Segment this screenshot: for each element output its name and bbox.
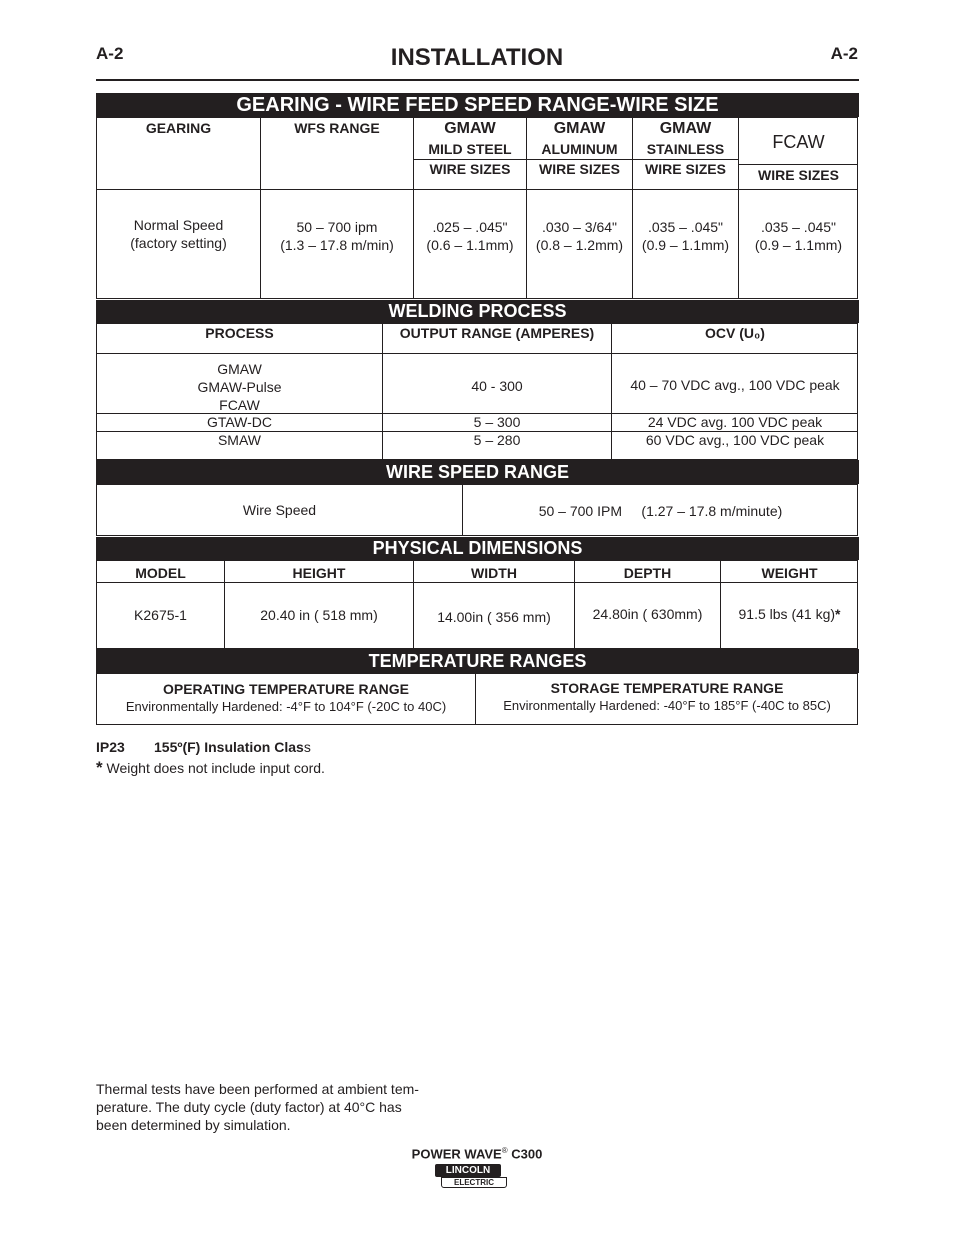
page-title: INSTALLATION [390, 44, 564, 71]
process-header: PROCESS [205, 325, 274, 341]
storage-temperature [475, 674, 858, 725]
col-fcaw-header-cell [738, 118, 858, 189]
model-header: MODEL [135, 565, 186, 581]
header-rule [96, 79, 859, 81]
wfs-value-line2: (1.3 – 17.8 m/min) [280, 237, 394, 253]
footer-product-name: POWER WAVE [411, 1146, 502, 1162]
physical-table [96, 560, 858, 649]
output-header: OUTPUT RANGE (AMPERES) [382, 324, 611, 354]
wire-speed-label: Wire Speed [242, 502, 317, 518]
model-value: K2675-1 [134, 607, 187, 623]
insulation-class-tail: s [303, 739, 311, 755]
footer-product [0, 1146, 954, 1161]
storage-temp-value: Environmentally Hardened: -40°F to 185°F (-40C to 85C) [503, 698, 831, 713]
insulation-class [154, 739, 311, 755]
fcaw-value [738, 189, 858, 299]
depth-value: 24.80in ( 630mm) [574, 582, 720, 648]
page-number-right: A-2 [830, 44, 858, 63]
weight-value: 91.5 lbs (41 kg) [738, 606, 836, 622]
ocv-gmaw: 40 – 70 VDC avg., 100 VDC peak [611, 353, 858, 413]
col-mild-header-cell [413, 118, 526, 189]
wire-speed-section-title: WIRE SPEED RANGE [96, 460, 859, 484]
operating-temperature [97, 681, 475, 714]
logo-bottom-text: ELECTRIC [441, 1177, 507, 1188]
output-gtaw: 5 – 300 [382, 413, 611, 431]
height-header: HEIGHT [224, 561, 413, 583]
mild-value-line2: (0.6 – 1.1mm) [426, 237, 514, 253]
operating-temp-label: OPERATING TEMPERATURE RANGE [162, 681, 410, 697]
col-wfs-header: WFS RANGE [294, 120, 380, 136]
weight-note-star: * [96, 758, 103, 777]
gearing-value-line1: Normal Speed [133, 217, 224, 233]
depth-header: DEPTH [574, 561, 720, 583]
col-stain-header-cell [632, 118, 738, 189]
gearing-section-title: GEARING - WIRE FEED SPEED RANGE-WIRE SIZE [96, 93, 859, 117]
welding-section-title: WELDING PROCESS [96, 300, 859, 323]
wire-speed-value: 50 – 700 IPM (1.27 – 17.8 m/minute) [462, 485, 858, 536]
stainless-label: STAINLESS [646, 141, 725, 157]
wire-speed-table [96, 484, 858, 536]
thermal-note [96, 1080, 419, 1134]
stain-gmaw-label: GMAW [659, 120, 712, 137]
ip-rating: IP23 [96, 739, 125, 755]
col-alum-header-cell [526, 118, 632, 189]
alum-gmaw-label: GMAW [553, 120, 606, 137]
ocv-gtaw: 24 VDC avg. 100 VDC peak [611, 413, 858, 431]
temperature-table [96, 673, 858, 725]
output-gmaw: 40 - 300 [382, 353, 611, 413]
mild-steel-label: MILD STEEL [428, 141, 512, 157]
width-header: WIDTH [413, 561, 574, 583]
lincoln-electric-logo [435, 1164, 509, 1189]
aluminum-label: ALUMINUM [541, 141, 618, 157]
fcaw-wire-sizes-label: WIRE SIZES [739, 164, 858, 183]
stainless-value [632, 189, 738, 299]
alum-wire-sizes-label: WIRE SIZES [527, 159, 632, 177]
alum-value-line1: .030 – 3/64" [541, 219, 618, 235]
physical-section-title: PHYSICAL DIMENSIONS [96, 537, 859, 560]
process-gmaw: GMAW [217, 361, 262, 377]
col-wfs-header-cell [260, 118, 413, 189]
process-smaw: SMAW [217, 432, 262, 448]
process-gmaw-group [97, 360, 382, 414]
fcaw-value-line2: (0.9 – 1.1mm) [754, 237, 843, 253]
gearing-value [97, 216, 260, 252]
logo-top-text: LINCOLN [435, 1164, 501, 1177]
mild-wire-sizes-label: WIRE SIZES [414, 159, 526, 177]
width-value: 14.00in ( 356 mm) [413, 582, 574, 648]
mild-steel-value [413, 189, 526, 299]
stain-value-line2: (0.9 – 1.1mm) [641, 237, 730, 253]
footer-reg-mark: ® [501, 1146, 508, 1155]
insulation-class-text: 155º(F) Insulation Clas [154, 739, 304, 755]
weight-value-cell [720, 582, 858, 648]
alum-value-line2: (0.8 – 1.2mm) [535, 237, 624, 253]
weight-footnote-mark: * [835, 606, 841, 622]
gearing-table [96, 117, 858, 299]
weight-note [96, 758, 325, 778]
output-smaw: 5 – 280 [382, 431, 611, 459]
mild-value-line1: .025 – .045" [432, 219, 508, 235]
process-gmaw-pulse: GMAW-Pulse [197, 379, 282, 395]
height-value: 20.40 in ( 518 mm) [224, 582, 413, 648]
welding-table [96, 323, 858, 460]
stain-wire-sizes-label: WIRE SIZES [633, 159, 738, 177]
thermal-note-line2: perature. The duty cycle (duty factor) at 40°C has [96, 1099, 402, 1115]
process-gtaw: GTAW-DC [206, 414, 273, 430]
ocv-smaw: 60 VDC avg., 100 VDC peak [611, 431, 858, 459]
operating-temp-value: Environmentally Hardened: -4°F to 104°F (-20C to 40C) [125, 699, 447, 714]
col-gearing-header: GEARING [145, 120, 212, 136]
footer-model: C300 [507, 1146, 543, 1162]
weight-note-text: Weight does not include input cord. [102, 760, 325, 776]
wfs-value-line1: 50 – 700 ipm [296, 219, 378, 235]
aluminum-value [526, 189, 632, 299]
process-fcaw: FCAW [219, 397, 260, 413]
mild-gmaw-label: GMAW [444, 120, 496, 137]
fcaw-label: FCAW [772, 132, 825, 152]
stain-value-line1: .035 – .045" [647, 219, 724, 235]
gearing-value-line2: (factory setting) [130, 235, 227, 251]
wfs-value [260, 189, 413, 299]
page-number-left: A-2 [96, 44, 124, 63]
fcaw-value-line1: .035 – .045" [760, 219, 837, 235]
weight-header: WEIGHT [720, 561, 858, 583]
thermal-note-line1: Thermal tests have been performed at ambient tem- [96, 1081, 419, 1097]
temperature-section-title: TEMPERATURE RANGES [96, 649, 859, 673]
thermal-note-line3: been determined by simulation. [96, 1117, 291, 1133]
storage-temp-label: STORAGE TEMPERATURE RANGE [550, 680, 784, 696]
ocv-header: OCV (U₀) [611, 324, 858, 354]
